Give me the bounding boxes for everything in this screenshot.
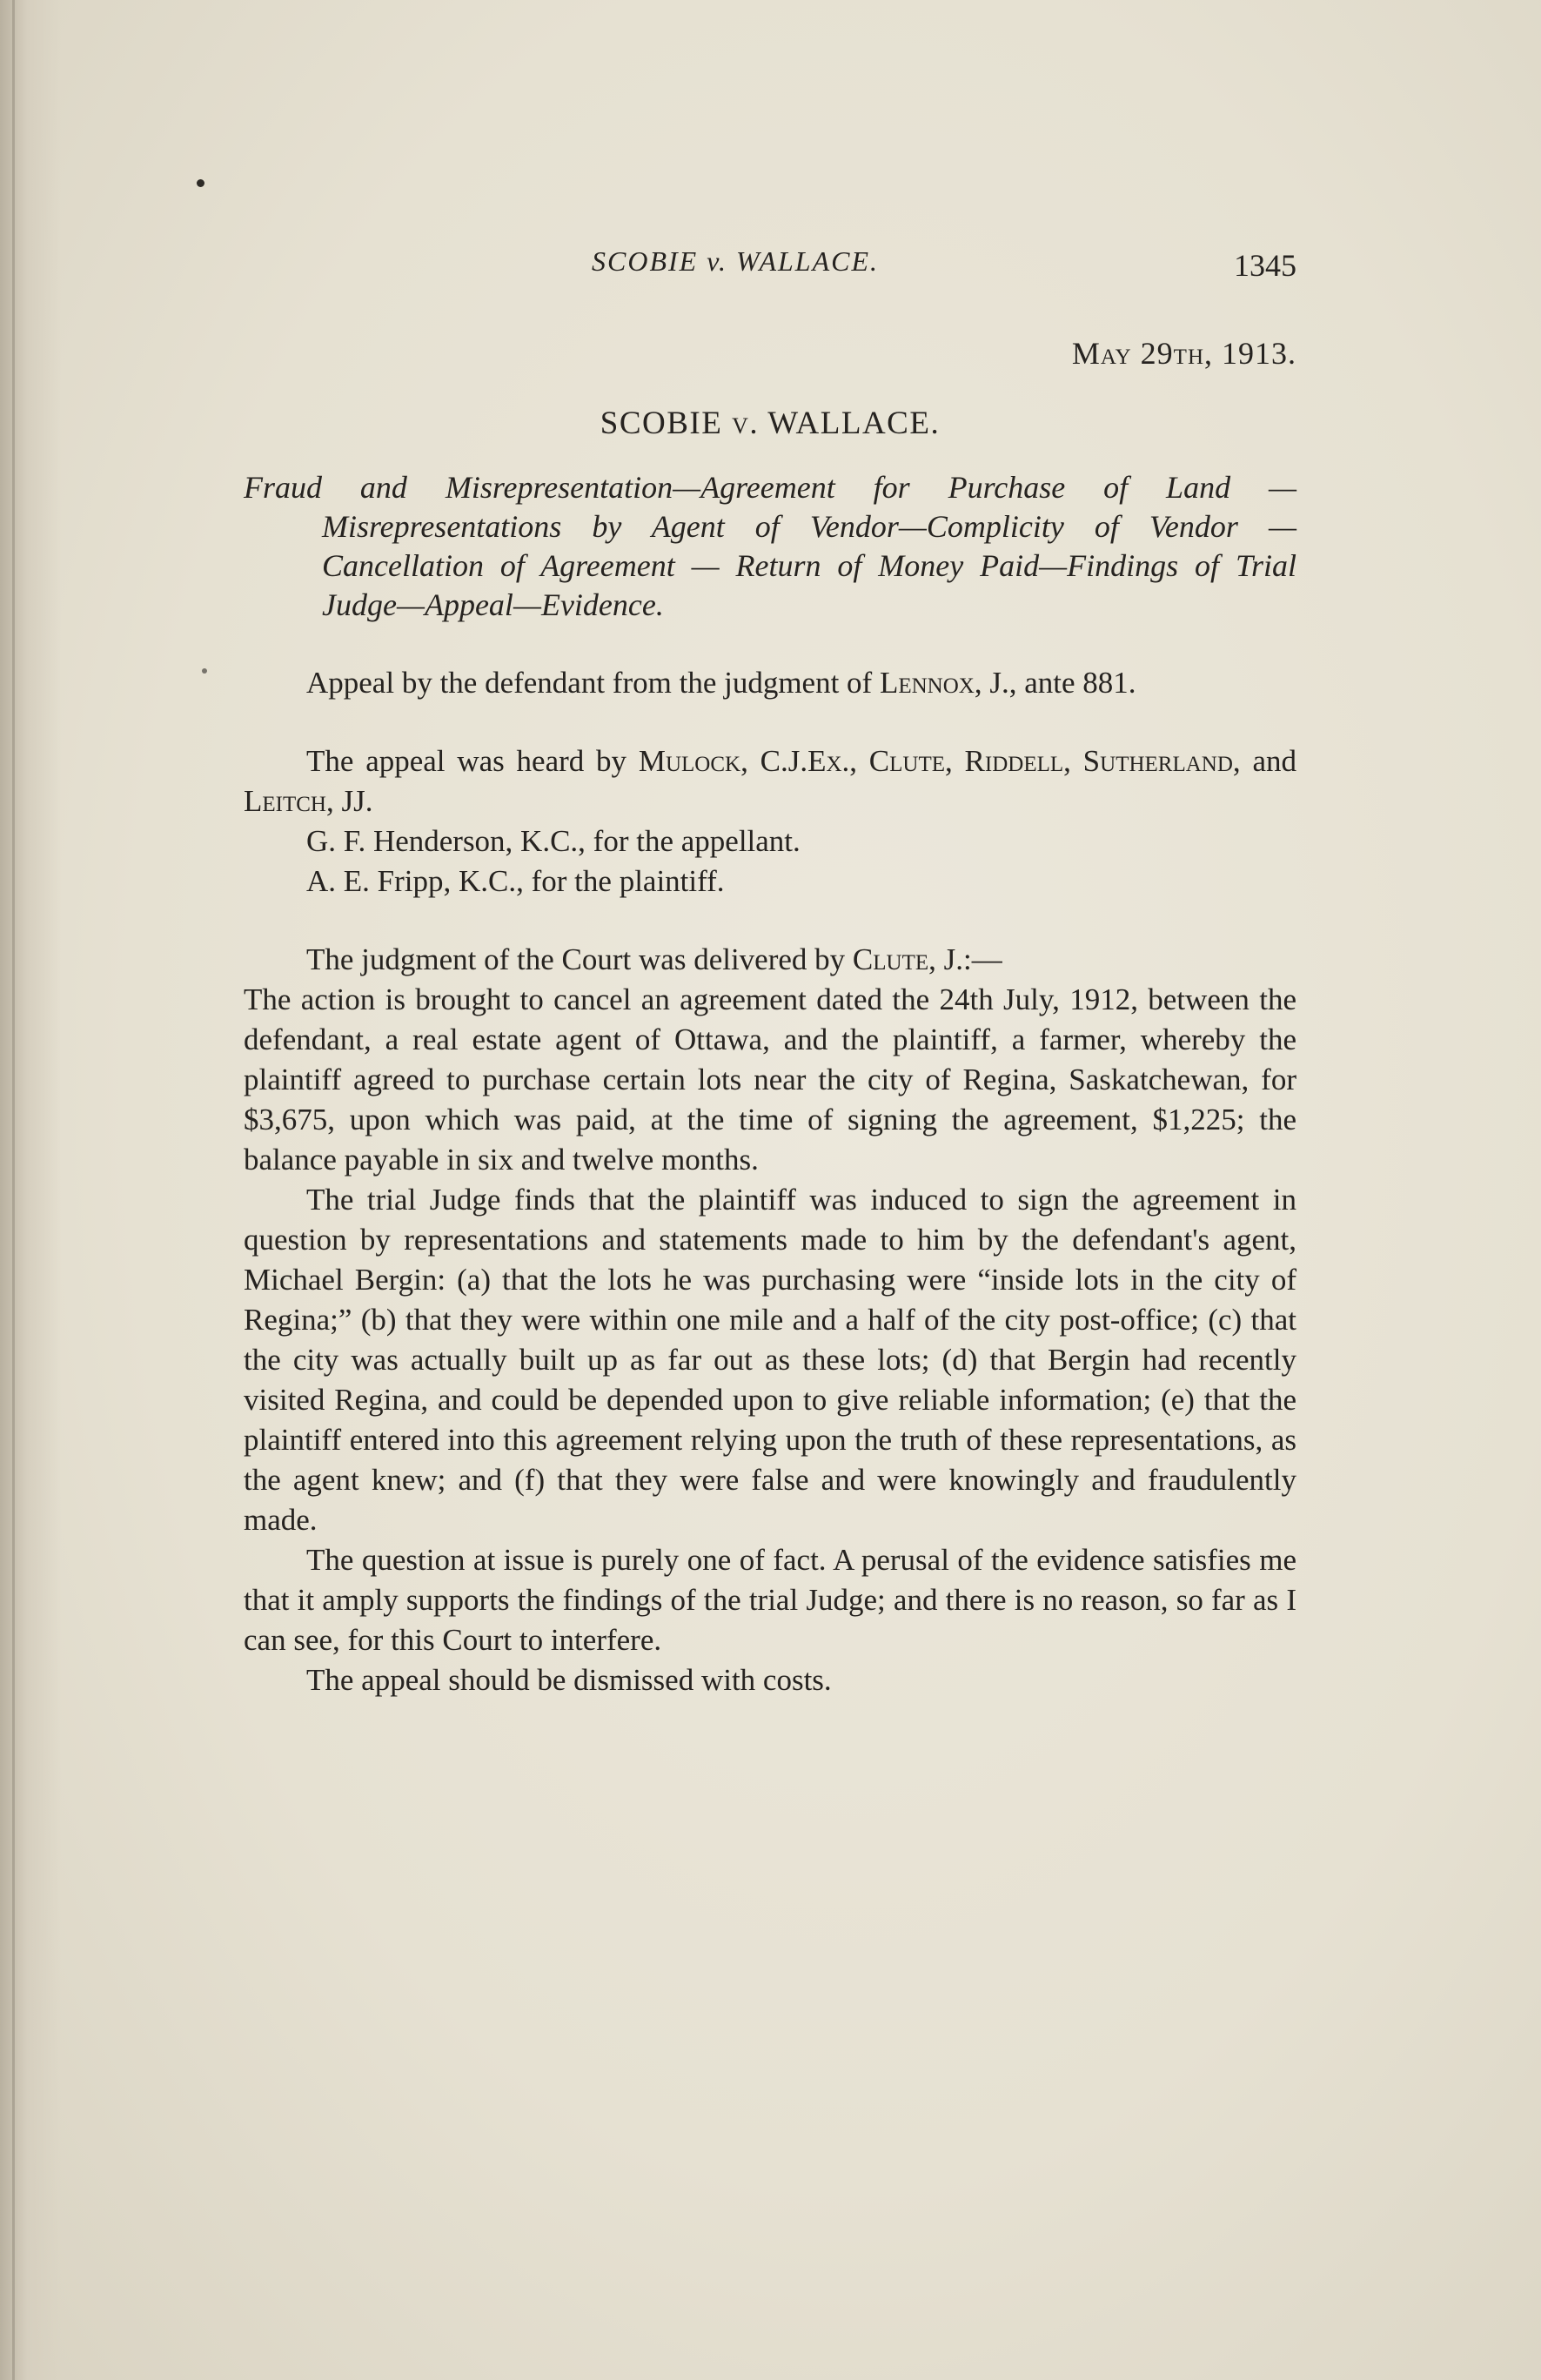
appeal-judge-name: Lennox xyxy=(879,666,975,700)
headnote: Fraud and Misrepresentation—Agreement for Purchase of Land —Misrepresentations by Agent of Vendor—Complicity of Vendor — Cancellation of Agreement — Return of Money Paid—Findings of Trial Judge—Appeal—Evidence. xyxy=(244,470,1296,622)
running-head xyxy=(244,235,1296,287)
judgment-paragraph-4: The appeal should be dismissed with costs. xyxy=(306,1663,832,1697)
page-body xyxy=(244,235,1296,1700)
counsel-appellant: G. F. Henderson, K.C., for the appellant. xyxy=(306,824,801,858)
hearing-last-judge: Leitch xyxy=(244,784,326,818)
judgment-judge-name: Clute xyxy=(852,942,929,976)
hearing-judges: Mulock, C.J.Ex., Clute, Riddell, Sutherland, xyxy=(638,744,1241,778)
judgment-paragraph-2: The trial Judge finds that the plaintiff was induced to sign the agreement in question by representations and statements made to him by the defendant's agent, Michael Bergin: (a) that the lots he was purchasing were “inside lots in the city of Regina;” (b) that they were within one mile and a half of the city post-office; (c) that the city was actually built up as far out as these lots; (d) that Bergin had recently visited Regina, and could be depended upon to give reliable information; (e) that the plaintiff entered into this agreement relying upon the truth of these representations, as the agent knew; and (f) that they were false and were knowingly and fraudulently made. xyxy=(244,1183,1296,1537)
hearing-text-after: , JJ. xyxy=(325,784,373,818)
judgment-paragraph-1 xyxy=(244,940,1296,1180)
page-number: 1345 xyxy=(1234,248,1296,283)
decision-date: May 29th, 1913. xyxy=(1071,336,1296,371)
appeal-text-before: Appeal by the defendant from the judgment of xyxy=(306,666,880,700)
appeal-statement xyxy=(244,663,1296,703)
binding-shadow xyxy=(0,0,61,2380)
judgment-intro-after: , J.:— xyxy=(928,942,1002,976)
ink-fleck xyxy=(202,668,207,674)
hearing-statement xyxy=(244,741,1296,821)
counsel-plaintiff: A. E. Fripp, K.C., for the plaintiff. xyxy=(306,864,725,898)
hearing-text-before: The appeal was heard by xyxy=(306,744,639,778)
judgment-paragraph-3: The question at issue is purely one of fact. A perusal of the evidence satisfies me that it amply supports the findings of the trial Judge; and there is no reason, so far as I can see, for this Court to interfere. xyxy=(244,1543,1296,1657)
ink-fleck xyxy=(197,179,204,187)
running-head-title: SCOBIE v. WALLACE. xyxy=(592,245,880,277)
hearing-text-and: and xyxy=(1240,744,1296,778)
judgment-paragraph-1-text: The action is brought to cancel an agreement dated the 24th July, 1912, between the defendant, a real estate agent of Ottawa, and the plaintiff, a farmer, whereby the plaintiff agreed to purchase certain lots near the city of Regina, Saskatchewan, for $3,675, upon which was paid, at the time of signing the agreement, $1,225; the balance payable in six and twelve months. xyxy=(244,982,1296,1177)
case-title: SCOBIE v. WALLACE. xyxy=(600,406,941,441)
appeal-text-after: , J., ante 881. xyxy=(974,666,1136,700)
binding-edge xyxy=(12,0,15,2380)
judgment-intro-before: The judgment of the Court was delivered by xyxy=(306,942,853,976)
